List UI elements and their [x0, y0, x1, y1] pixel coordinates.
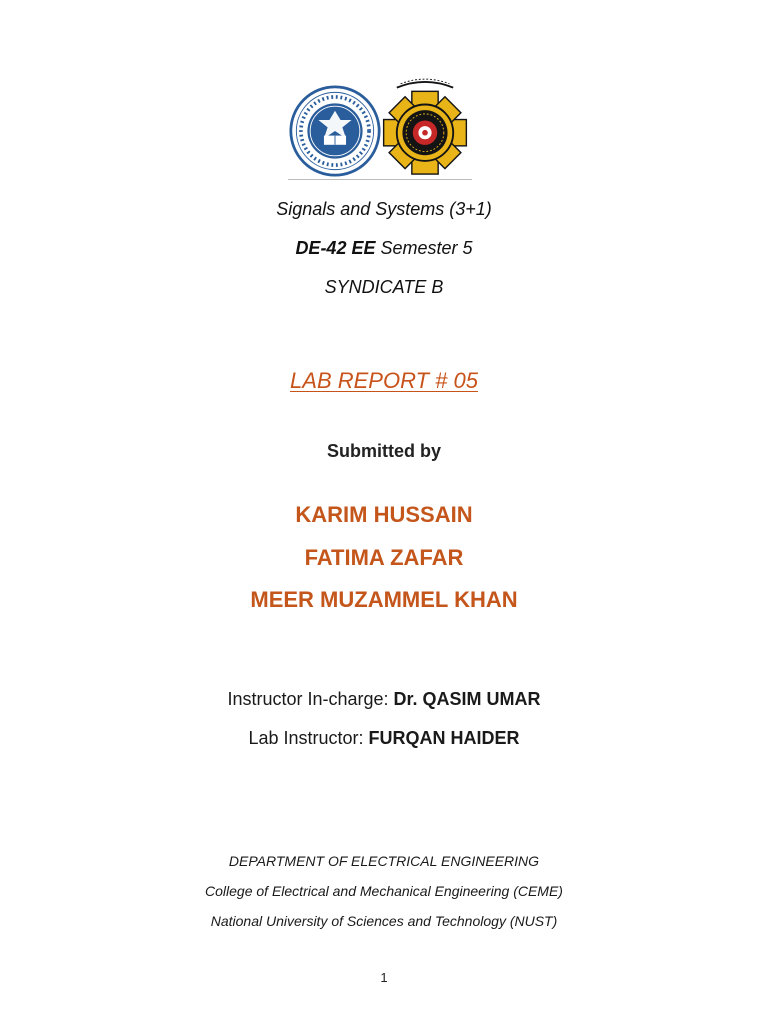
- page-number: 1: [380, 970, 388, 985]
- author-name: MEER MUZAMMEL KHAN: [250, 587, 518, 612]
- logo-group: [288, 72, 474, 182]
- report-title: LAB REPORT # 05: [290, 368, 478, 393]
- college-name: College of Electrical and Mechanical Engineering (CEME): [205, 883, 563, 899]
- semester-suffix: Semester 5: [380, 238, 473, 258]
- nust-logo-icon: [289, 85, 381, 177]
- university-name: National University of Sciences and Technology (NUST): [210, 913, 558, 929]
- author-name: FATIMA ZAFAR: [304, 545, 464, 570]
- ceme-logo-icon: [378, 76, 472, 180]
- lab-instructor-line: [0, 728, 768, 749]
- instructor-incharge-label: Instructor In-charge:: [227, 689, 389, 709]
- course-title: Signals and Systems (3+1): [276, 199, 492, 219]
- submitted-by-label: Submitted by: [326, 441, 441, 461]
- semester-line: [0, 238, 768, 259]
- lab-instructor-name: FURQAN HAIDER: [368, 728, 520, 748]
- department-name: DEPARTMENT OF ELECTRICAL ENGINEERING: [228, 853, 540, 869]
- lab-instructor-label: Lab Instructor:: [248, 728, 364, 748]
- author-name: KARIM HUSSAIN: [295, 502, 473, 527]
- logo-underline: [288, 179, 472, 180]
- instructor-incharge-line: [0, 689, 768, 710]
- report-title-line: [0, 368, 768, 394]
- syndicate-label: SYNDICATE B: [324, 277, 444, 297]
- instructor-incharge-name: Dr. QASIM UMAR: [393, 689, 541, 709]
- semester-prefix: DE-42 EE: [295, 238, 376, 258]
